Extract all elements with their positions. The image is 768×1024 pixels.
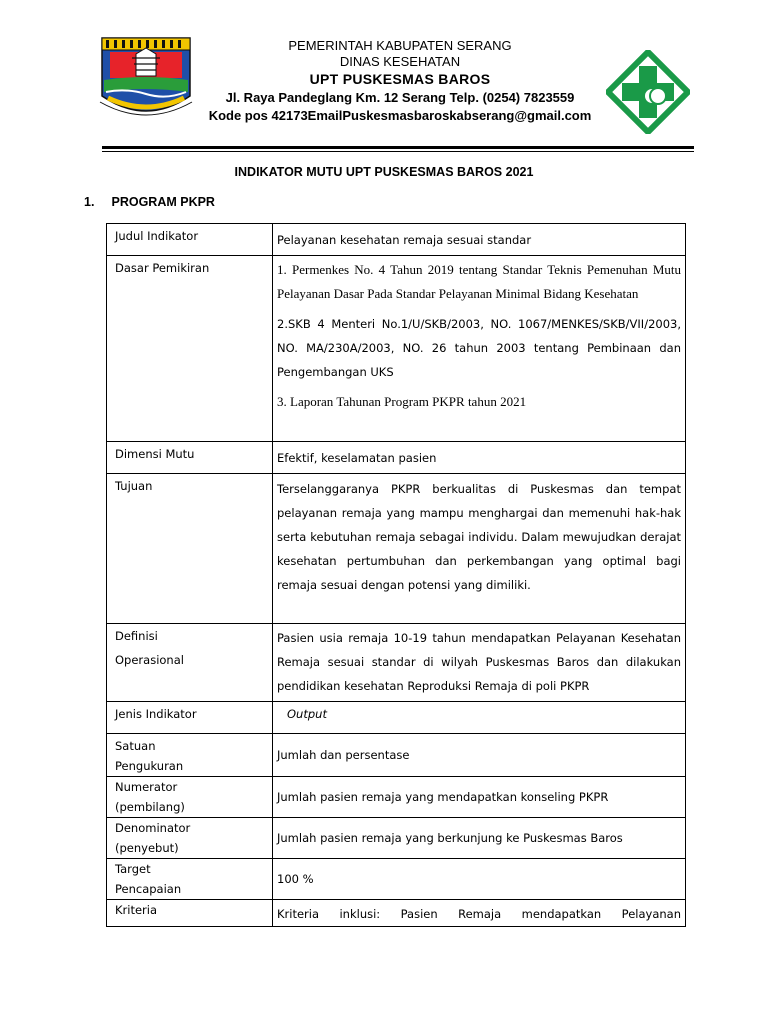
- row-label: [107, 859, 273, 900]
- row-label-line: Numerator: [115, 780, 178, 794]
- table-row: [107, 474, 686, 624]
- row-label: Dimensi Mutu: [107, 442, 273, 474]
- letterhead-address: Jl. Raya Pandeglang Km. 12 Serang Telp. (0254) 7823559: [225, 90, 575, 105]
- row-label-line: Pencapaian: [115, 882, 182, 896]
- table-row: [107, 777, 686, 818]
- table-row: [107, 734, 686, 777]
- kabupaten-serang-emblem-icon: [96, 36, 196, 120]
- row-label-line: Target: [115, 862, 151, 876]
- row-value: Jumlah pasien remaja yang berkunjung ke Puskesmas Baros: [273, 818, 686, 859]
- document-title: INDIKATOR MUTU UPT PUSKESMAS BAROS 2021: [234, 165, 534, 179]
- row-value: Kriteria inklusi: Pasien Remaja mendapatkan Pelayanan: [273, 900, 686, 927]
- letterhead-institution: UPT PUSKESMAS BAROS: [309, 71, 491, 87]
- row-label-line: (pembilang): [115, 800, 185, 814]
- row-value: Efektif, keselamatan pasien: [273, 442, 686, 474]
- row-value: [273, 256, 686, 442]
- row-label: [107, 624, 273, 702]
- letterhead-department: DINAS KESEHATAN: [339, 54, 461, 69]
- dasar-item-3: 3. Laporan Tahunan Program PKPR tahun 2021: [277, 394, 527, 409]
- letterhead-rule-thin: [102, 151, 694, 152]
- row-label-line: (penyebut): [115, 841, 179, 855]
- row-label: Tujuan: [107, 474, 273, 624]
- table-row: [107, 224, 686, 256]
- table-row: [107, 702, 686, 734]
- row-label-line: Operasional: [115, 653, 184, 667]
- row-label-line: Pengukuran: [115, 759, 184, 773]
- row-value: Jumlah pasien remaja yang mendapatkan konseling PKPR: [273, 777, 686, 818]
- dasar-item-2: 2.SKB 4 Menteri No.1/U/SKB/2003, NO. 1067/MENKES/SKB/VII/2003, NO. MA/230A/2003, NO. 26 tahun 2003 tentang Pembinaan dan Pengembangan UKS: [277, 317, 681, 379]
- row-value: Pelayanan kesehatan remaja sesuai standar: [273, 224, 686, 256]
- table-row: [107, 256, 686, 442]
- row-label: Kriteria: [107, 900, 273, 927]
- row-label: Jenis Indikator: [107, 702, 273, 734]
- row-label-line: Denominator: [115, 821, 191, 835]
- indicator-table: [106, 223, 686, 927]
- letterhead-government: PEMERINTAH KABUPATEN SERANG: [288, 38, 512, 53]
- table-row: [107, 818, 686, 859]
- table-row: [107, 900, 686, 927]
- row-label-line: Satuan: [115, 739, 156, 753]
- section-number: 1.: [84, 195, 95, 209]
- row-label: Dasar Pemikiran: [107, 256, 273, 442]
- row-label: Judul Indikator: [107, 224, 273, 256]
- row-label: [107, 818, 273, 859]
- letterhead-contact: Kode pos 42173EmailPuskesmasbaroskabserang@gmail.com: [208, 108, 592, 123]
- table-row: [107, 442, 686, 474]
- letterhead-rule-thick: [102, 146, 694, 149]
- row-label: [107, 777, 273, 818]
- row-label-line: Definisi: [115, 629, 158, 643]
- row-value: 100 %: [273, 859, 686, 900]
- row-value: Terselanggaranya PKPR berkualitas di Puskesmas dan tempat pelayanan remaja yang mampu menghargai dan memenuhi hak-hak serta kebutuhan remaja sebagai individu. Dalam mewujudkan derajat kesehatan pertumbuhan dan perkembangan yang optimal bagi remaja sesuai dengan potensi yang dimiliki.: [273, 474, 686, 624]
- letterhead: [190, 38, 610, 124]
- row-value: Output: [273, 702, 686, 734]
- section-label: PROGRAM PKPR: [111, 195, 215, 209]
- row-value: Jumlah dan persentase: [273, 734, 686, 777]
- row-value: Pasien usia remaja 10-19 tahun mendapatkan Pelayanan Kesehatan Remaja sesuai standar di wilyah Puskesmas Baros dan dilakukan pendidikan kesehatan Reproduksi Remaja di poli PKPR: [273, 624, 686, 702]
- puskesmas-logo-icon: [606, 50, 690, 134]
- table-row: [107, 859, 686, 900]
- table-row: [107, 624, 686, 702]
- row-label: [107, 734, 273, 777]
- section-heading: [84, 195, 215, 209]
- dasar-item-1: 1. Permenkes No. 4 Tahun 2019 tentang Standar Teknis Pemenuhan Mutu Pelayanan Dasar Pada Standar Pelayanan Minimal Bidang Kesehatan: [277, 262, 681, 301]
